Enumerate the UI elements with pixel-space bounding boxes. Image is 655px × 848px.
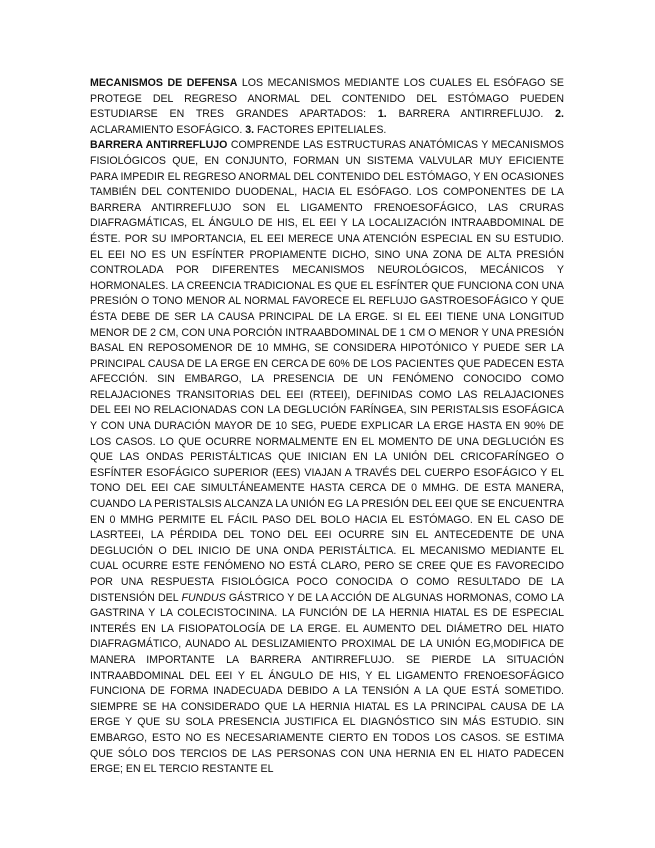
paragraph-text: GÁSTRICO Y DE LA ACCIÓN DE ALGUNAS HORMONAS, COMO LA GASTRINA Y LA COLECISTOCININA. LA FUNCIÓN DE LA HERNIA HIATAL ES DE ESPECIAL INTERÉS EN LA FISIOPATOLOGÍA DE LA ERGE. EL AUMENTO DEL DIÁMETRO DEL HIATO DIAFRAGMÁTICO, AUNADO AL DESLIZAMIENTO PROXIMAL DE LA UNIÓN EG,MODIFICA DE MANERA IMPORTANTE LA BARRERA ANTIRREFLUJO. SE PIERDE LA SITUACIÓN INTRAABDOMINAL DEL EEI Y EL ÁNGULO DE HIS, Y EL LIGAMENTO FRENOESOFÁGICO FUNCIONA DE FORMA INADECUADA DEBIDO A LA TENSIÓN A LA QUE ESTÁ SOMETIDO. SIEMPRE SE HA CONSIDERADO QUE LA HERNIA HIATAL ES LA PRINCIPAL CAUSA DE LA ERGE Y QUE SU SOLA PRESENCIA JUSTIFICA EL DIAGNÓSTICO SIN MÁS ESTUDIO. SIN EMBARGO, ESTO NO ES NECESARIAMENTE CIERTO EN TODOS LOS CASOS. SE ESTIMA QUE SÓLO DOS TERCIOS DE LAS PERSONAS CON UNA HERNIA EN EL HIATO PADECEN ERGE; EN EL TERCIO RESTANTE EL (90, 591, 564, 776)
list-number: 2. (555, 108, 564, 121)
list-number: 3. (245, 123, 255, 136)
paragraph-text: COMPRENDE LAS ESTRUCTURAS ANATÓMICAS Y MECANISMOS FISIOLÓGICOS QUE, EN CONJUNTO, FORMAN UN SISTEMA VALVULAR MUY EFICIENTE PARA IMPEDIR EL REGRESO ANORMAL DEL CONTENIDO DEL ESTÓMAGO, Y EN OCASIONES TAMBIÉN DEL CONTENIDO DUODENAL, HACIA EL ESÓFAGO. LOS COMPONENTES DE LA BARRERA ANTIRREFLUJO SON EL LIGAMENTO FRENOESOFÁGICO, LAS CRURAS DIAFRAGMÁTICAS, EL ÁNGULO DE HIS, EL EEI Y LA LOCALIZACIÓN INTRAABDOMINAL DE ÉSTE. POR SU IMPORTANCIA, EL EEI MERECE UNA ATENCIÓN ESPECIAL EN SU ESTUDIO. EL EEI NO ES UN ESFÍNTER PROPIAMENTE DICHO, SINO UNA ZONA DE ALTA PRESIÓN CONTROLADA POR DIFERENTES MECANISMOS NEUROLÓGICOS, MECÁNICOS Y HORMONALES. LA CREENCIA TRADICIONAL ES QUE EL ESFÍNTER QUE FUNCIONA CON UNA PRESIÓN O TONO MENOR AL NORMAL FAVORECE EL REFLUJO GASTROESOFÁGICO Y QUE ÉSTA DEBE DE SER LA CAUSA PRINCIPAL DE LA ERGE. SI EL EEI TIENE UNA LONGITUD MENOR DE 2 CM, CON UNA PORCIÓN INTRAABDOMINAL DE 1 CM O MENOR Y UNA PRESIÓN BASAL EN REPOSOMENOR DE 10 MMHG, SE CONSIDERA HIPOTÓNICO Y PUEDE SER LA PRINCIPAL CAUSA DE LA ERGE EN CERCA DE 60% DE LOS PACIENTES QUE PADECEN ESTA AFECCIÓN. SIN EMBARGO, LA PRESENCIA DE UN FENÓMENO CONOCIDO COMO RELAJACIONES TRANSITORIAS DEL EEI (RTEEI), DEFINIDAS COMO LAS RELAJACIONES DEL EEI NO RELACIONADAS CON LA DEGLUCIÓN FARÍNGEA, SIN PERISTALSIS ESOFÁGICA Y CON UNA DURACIÓN MAYOR DE 10 SEG, PUEDE EXPLICAR LA ERGE HASTA EN 90% DE LOS CASOS. LO QUE OCURRE NORMALMENTE EN EL MOMENTO DE UNA DEGLUCIÓN ES QUE LAS ONDAS PERISTÁLTICAS QUE INICIAN EN LA UNIÓN DEL CRICOFARÍNGEO O ESFÍNTER ESOFÁGICO SUPERIOR (EES) VIAJAN A TRAVÉS DEL CUERPO ESOFÁGICO Y EL TONO DEL EEI CAE SIMULTÁNEAMENTE HASTA CERCA DE 0 MMHG. DE ESTA MANERA, CUANDO LA PERISTALSIS ALCANZA LA UNIÓN EG LA PRESIÓN DEL EEI QUE SE ENCUENTRA EN 0 MMHG PERMITE EL FÁCIL PASO DEL BOLO HACIA EL ESTÓMAGO. EN EL CASO DE LASRTEEI, LA PÉRDIDA DEL TONO DEL EEI OCURRE SIN EL ANTECEDENTE DE UNA DEGLUCIÓN O DEL INICIO DE UNA ONDA PERISTÁLTICA. EL MECANISMO MEDIANTE EL CUAL OCURRE ESTE FENÓMENO NO ESTÁ CLARO, PERO SE CREE QUE ES FAVORECIDO POR UNA RESPUESTA FISIOLÓGICA POCO CONOCIDA O COMO RESULTADO DE LA DISTENSIÓN DEL (90, 139, 564, 604)
paragraph-antireflux-barrier (90, 138, 564, 777)
paragraph-text: BARRERA ANTIRREFLUJO. (386, 108, 556, 121)
paragraph-text: ACLARAMIENTO ESOFÁGICO. (90, 123, 246, 136)
paragraph-text: FACTORES EPITELIALES. (254, 123, 387, 136)
section-heading-antireflux-barrier: BARRERA ANTIRREFLUJO (90, 139, 228, 152)
section-heading-defense-mechanisms: MECANISMOS DE DEFENSA (90, 77, 238, 89)
paragraph-text: LOS MECANISMOS MEDIANTE LOS CUALES EL ESÓFAGO SE PROTEGE DEL REGRESO ANORMAL DEL CONTENIDO DEL ESTÓMAGO PUEDEN ESTUDIARSE EN TRES GRANDES APARTADOS: (90, 77, 564, 121)
italic-term-fundus: FUNDUS (181, 591, 226, 604)
document-page (90, 76, 564, 778)
list-number: 1. (377, 108, 387, 121)
paragraph-defense-mechanisms (90, 76, 564, 138)
